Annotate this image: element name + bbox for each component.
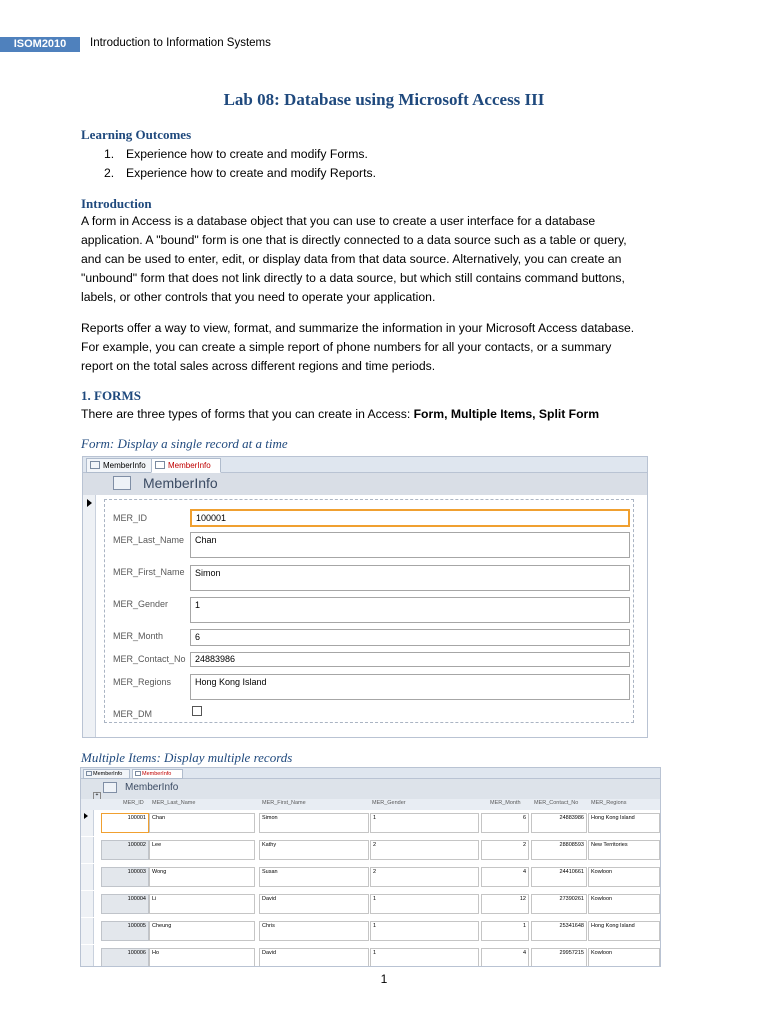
table-icon (90, 461, 100, 469)
page-number: 1 (380, 972, 388, 986)
table-row[interactable] (81, 891, 660, 917)
mer-month-cell[interactable]: 4 (481, 867, 529, 887)
forms-heading: 1. FORMS (81, 388, 141, 403)
mer-gender-cell[interactable]: 1 (370, 813, 479, 833)
mer-gender-cell[interactable]: 1 (370, 921, 479, 941)
field-label: MER_First_Name (113, 567, 185, 577)
tab-memberinfo-form[interactable]: MemberInfo (132, 769, 183, 779)
table-row[interactable] (81, 864, 660, 890)
field-label: MER_DM (113, 709, 153, 719)
mer-contact-no-cell[interactable]: 27390261 (531, 894, 587, 914)
mer-id-cell[interactable]: 100004 (101, 894, 149, 914)
mer-gender-cell[interactable]: 1 (370, 948, 479, 967)
column-header: MER_Last_Name (152, 800, 196, 806)
mer-month-cell[interactable]: 2 (481, 840, 529, 860)
current-record-arrow-icon (84, 813, 88, 819)
field-label: MER_ID (113, 513, 148, 523)
table-icon (86, 771, 92, 776)
mer-contact-no-cell[interactable]: 24410661 (531, 867, 587, 887)
form-icon (135, 771, 141, 776)
mer-last-name-cell[interactable]: Cheung (149, 921, 255, 941)
list-item: 1. Experience how to create and modify Forms. (104, 147, 368, 161)
introduction-heading: Introduction (81, 196, 152, 211)
course-name: Introduction to Information Systems (90, 37, 271, 49)
mer-dm-checkbox[interactable] (192, 706, 202, 716)
field-label: MER_Contact_No (113, 654, 186, 664)
mer-id-cell[interactable]: 100005 (101, 921, 149, 941)
form-icon (155, 461, 165, 469)
mer-gender-cell[interactable]: 2 (370, 840, 479, 860)
column-header: MER_Gender (372, 800, 406, 806)
mer-first-name-cell[interactable]: David (259, 894, 369, 914)
mer-regions-cell[interactable]: Kowloon (588, 894, 660, 914)
mer-last-name-cell[interactable]: Ho (149, 948, 255, 967)
mer-id-cell[interactable]: 100002 (101, 840, 149, 860)
record-selector[interactable] (83, 495, 96, 737)
mer-month-cell[interactable]: 1 (481, 921, 529, 941)
mer-last-name-cell[interactable]: Wong (149, 867, 255, 887)
mer-id-field[interactable]: 100001 (190, 509, 630, 527)
mer-id-cell[interactable]: 100006 (101, 948, 149, 967)
mer-first-name-cell[interactable]: Susan (259, 867, 369, 887)
record-selector[interactable] (81, 810, 94, 836)
mer-gender-cell[interactable]: 1 (370, 894, 479, 914)
table-row[interactable] (81, 810, 660, 836)
current-record-arrow-icon (87, 499, 92, 507)
introduction-paragraph-1: A form in Access is a database object that you can use to create a user interface for a database application. A "bound" form is one that is directly connected to a data source such as a table or query, and can be used to enter, edit, or display data from that data source. Alternatively, you can create an "unbound" form that does not link directly to a data source, but which still contains command buttons, labels, or other controls that you need to operate your application. (81, 214, 627, 304)
forms-intro: There are three types of forms that you can create in Access: Form, Multiple Items, Split Form (81, 407, 600, 421)
mer-id-cell[interactable]: 100003 (101, 867, 149, 887)
column-header-row (81, 799, 660, 810)
record-selector[interactable] (81, 864, 94, 890)
mer-regions-cell[interactable]: Kowloon (588, 948, 660, 967)
mer-last-name-cell[interactable]: Lee (149, 840, 255, 860)
mer-last-name-field[interactable]: Chan (190, 532, 630, 558)
mer-regions-cell[interactable]: New Territories (588, 840, 660, 860)
mer-regions-field[interactable]: Hong Kong Island (190, 674, 630, 700)
mer-regions-cell[interactable]: Kowloon (588, 867, 660, 887)
mer-month-field[interactable]: 6 (190, 629, 630, 646)
form-icon (103, 782, 117, 793)
tab-memberinfo-table[interactable]: MemberInfo (83, 769, 130, 779)
record-selector[interactable] (81, 918, 94, 944)
form-title: MemberInfo (143, 475, 218, 491)
list-item: 2. Experience how to create and modify Reports. (104, 166, 376, 180)
introduction-paragraph-2: Reports offer a way to view, format, and summarize the information in your Microsoft Access database. For example, you can create a simple report of phone numbers for all your contacts, or a summary report on the total sales across different regions and time periods. (81, 321, 635, 373)
form-icon (113, 476, 131, 490)
column-header: MER_Regions (591, 800, 627, 806)
mer-month-cell[interactable]: 12 (481, 894, 529, 914)
mer-contact-no-cell[interactable]: 28808593 (531, 840, 587, 860)
tab-memberinfo-table[interactable]: MemberInfo (86, 458, 154, 473)
column-header: MER_Contact_No (534, 800, 579, 806)
course-code-badge: ISOM2010 (0, 37, 80, 52)
form-title: MemberInfo (125, 782, 179, 793)
page-title: Lab 08: Database using Microsoft Access III (223, 90, 545, 109)
learning-outcomes-heading: Learning Outcomes (81, 127, 192, 142)
tab-memberinfo-form[interactable]: MemberInfo (151, 458, 221, 473)
mer-contact-no-cell[interactable]: 29957215 (531, 948, 587, 967)
object-tab-bar (83, 457, 647, 473)
record-selector[interactable] (81, 891, 94, 917)
multiple-items-screenshot (80, 767, 661, 967)
column-header: MER_Month (490, 800, 521, 806)
column-header: MER_ID (123, 800, 144, 806)
field-label: MER_Gender (113, 599, 169, 609)
mer-contact-no-cell[interactable]: 25341648 (531, 921, 587, 941)
column-header: MER_First_Name (262, 800, 306, 806)
field-label: MER_Month (113, 631, 164, 641)
mer-month-cell[interactable]: 4 (481, 948, 529, 967)
multiple-items-caption: Multiple Items: Display multiple records (81, 750, 293, 765)
record-selector[interactable] (81, 945, 94, 967)
mer-regions-cell[interactable]: Hong Kong Island (588, 813, 660, 833)
mer-regions-cell[interactable]: Hong Kong Island (588, 921, 660, 941)
mer-first-name-field[interactable]: Simon (190, 565, 630, 591)
mer-first-name-cell[interactable]: Kathy (259, 840, 369, 860)
mer-gender-field[interactable]: 1 (190, 597, 630, 623)
mer-first-name-cell[interactable]: Simon (259, 813, 369, 833)
mer-first-name-cell[interactable]: Chris (259, 921, 369, 941)
field-label: MER_Last_Name (113, 535, 185, 545)
object-tab-bar (81, 768, 660, 779)
mer-gender-cell[interactable]: 2 (370, 867, 479, 887)
table-row[interactable] (81, 837, 660, 863)
mer-first-name-cell[interactable]: David (259, 948, 369, 967)
mer-contact-no-field[interactable]: 24883986 (190, 652, 630, 667)
form-view-screenshot (82, 456, 648, 738)
table-row[interactable] (81, 918, 660, 944)
learning-outcomes-list (104, 145, 376, 183)
mer-last-name-cell[interactable]: Chan (149, 813, 255, 833)
mer-id-cell[interactable]: 100001 (101, 813, 149, 833)
layout-selector-icon[interactable]: + (93, 792, 101, 800)
field-label: MER_Regions (113, 677, 172, 687)
mer-month-cell[interactable]: 6 (481, 813, 529, 833)
record-selector[interactable] (81, 837, 94, 863)
mer-contact-no-cell[interactable]: 24883986 (531, 813, 587, 833)
mer-last-name-cell[interactable]: Li (149, 894, 255, 914)
table-row[interactable] (81, 945, 660, 967)
form-header (83, 473, 647, 495)
form-caption: Form: Display a single record at a time (81, 436, 288, 451)
form-header (81, 779, 660, 799)
